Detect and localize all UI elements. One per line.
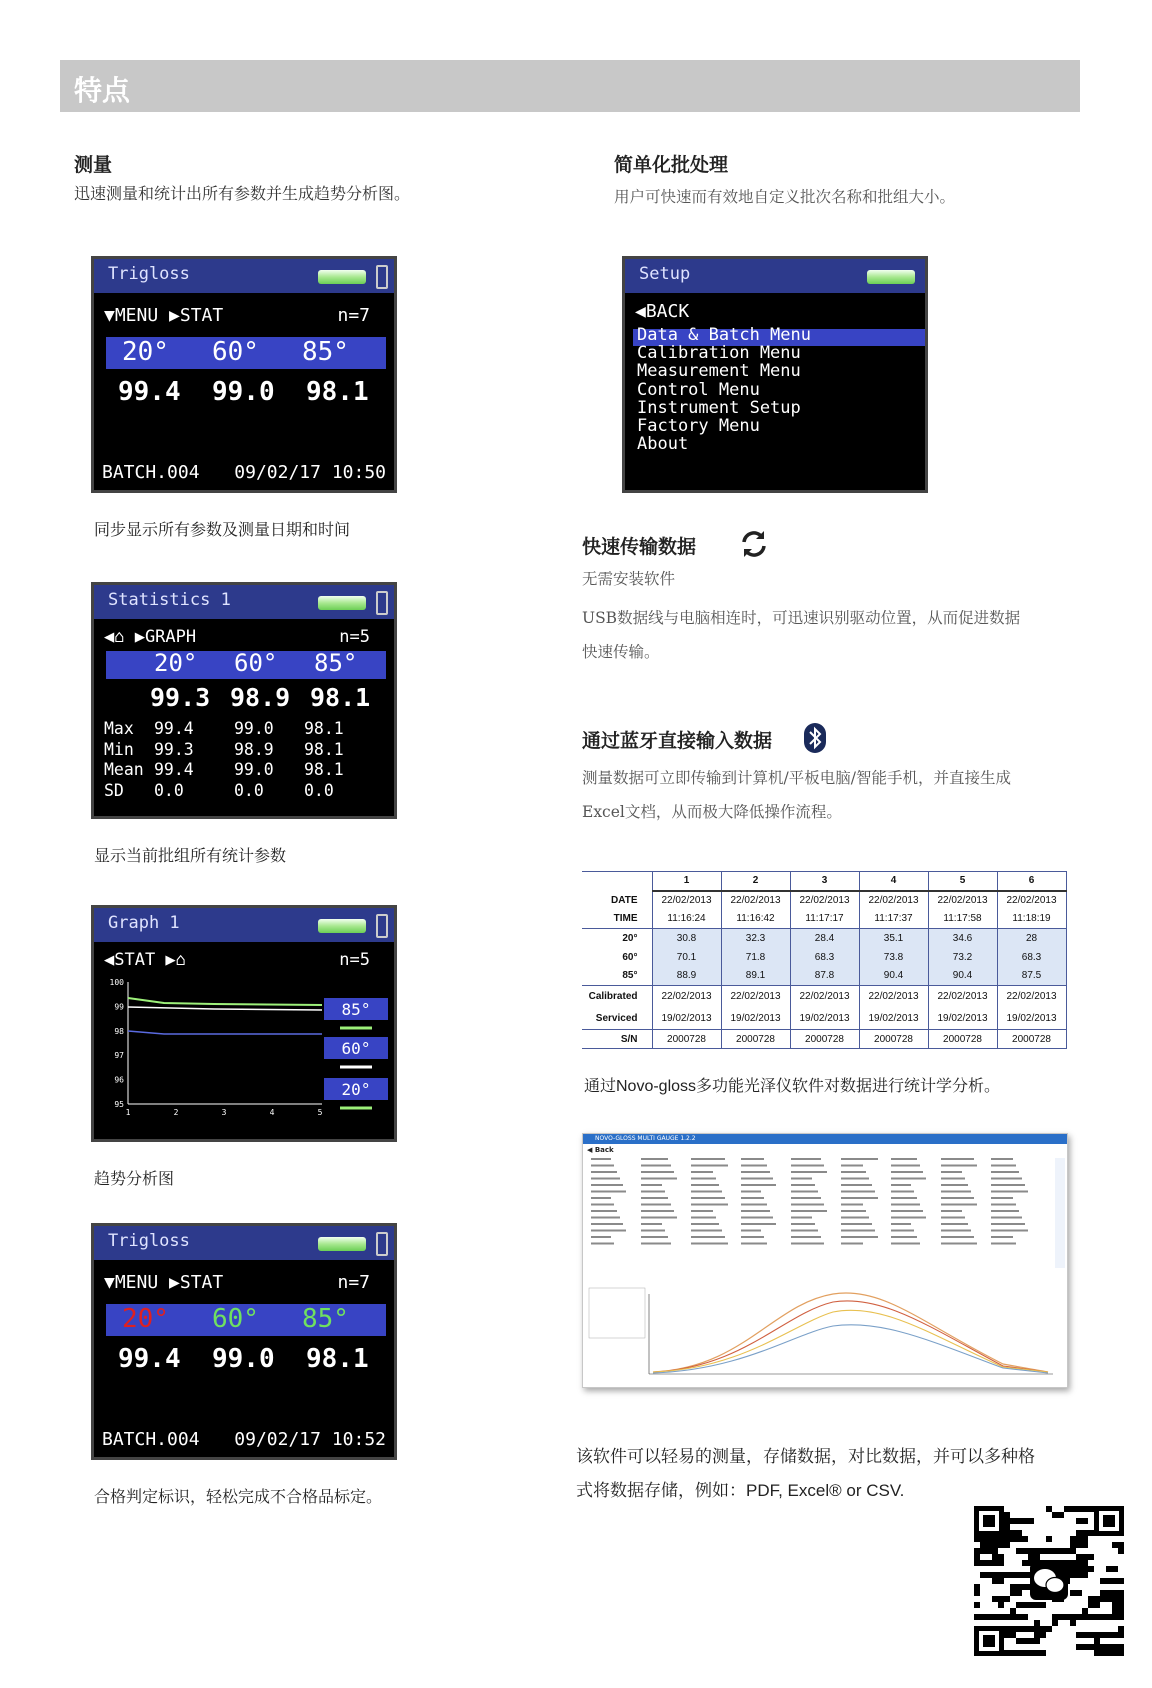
stat-row (94, 719, 397, 740)
screen3-caption: 趋势分析图 (94, 1169, 175, 1188)
table-cell: 90.4 (859, 967, 928, 986)
screen-title: Trigloss (108, 1231, 190, 1251)
table-cell: 22/02/2013 (997, 986, 1066, 1008)
section-title: 特点 (74, 74, 131, 107)
trigloss-screen-1 (91, 256, 397, 493)
y-tick-label: 98 (114, 1026, 124, 1036)
table-cell: 34.6 (928, 929, 997, 948)
stat-value: 0.0 (154, 780, 184, 800)
setup-menu-item[interactable]: Data & Batch Menu (637, 325, 811, 345)
table-cell: 22/02/2013 (790, 986, 859, 1008)
wechat-qr-code[interactable] (972, 1504, 1126, 1658)
transfer-title: 快速传输数据 (582, 536, 697, 558)
novo-caption: 通过Novo-gloss多功能光泽仪软件对数据进行统计学分析。 (584, 1078, 1001, 1095)
screen-nav: ▼MENU ▶STAT (104, 305, 224, 326)
x-tick-label: 3 (221, 1108, 227, 1117)
stat-value: 99.4 (154, 719, 194, 738)
table-row-label: Calibrated (582, 986, 652, 1008)
transfer-sub: 无需安装软件 (582, 570, 676, 588)
table-cell: 19/02/2013 (790, 1008, 859, 1030)
data-table (582, 871, 1067, 1049)
table-cell: 11:17:17 (790, 910, 859, 929)
table-cell: 22/02/2013 (652, 986, 721, 1008)
trigloss-screen-2 (91, 1223, 397, 1460)
battery-icon (318, 919, 366, 933)
bottom-line-2: 式将数据存储，例如：PDF, Excel® or CSV. (576, 1481, 905, 1500)
battery-icon (318, 596, 366, 610)
value-60: 99.0 (212, 1344, 275, 1374)
value-60: 99.0 (212, 377, 275, 407)
stat-rows (94, 719, 397, 801)
table-cell: 22/02/2013 (652, 891, 721, 910)
table-cell: 2000728 (997, 1030, 1066, 1049)
bluetooth-title: 通过蓝牙直接输入数据 (582, 730, 773, 752)
software-titlebar: NOVO-GLOSS MULTI GAUGE 1.2.2 (583, 1134, 1067, 1144)
bluetooth-icon (803, 722, 827, 754)
table-cell: 2000728 (721, 1030, 790, 1049)
table-row (582, 1030, 1066, 1049)
transfer-desc-1: USB数据线与电脑相连时，可迅速识别驱动位置，从而促进数据 (582, 609, 1021, 627)
battery-icon (867, 270, 915, 284)
bluetooth-desc-2: Excel文档，从而极大降低操作流程。 (582, 803, 842, 821)
table-cell: 87.8 (790, 967, 859, 986)
table-cell: 2000728 (928, 1030, 997, 1049)
batch-name: BATCH.004 (102, 462, 200, 483)
stat-value: 0.0 (304, 780, 334, 800)
table-col-header: 3 (790, 872, 859, 891)
measure-desc: 迅速测量和统计出所有参数并生成趋势分析图。 (74, 184, 411, 203)
value-20: 99.3 (150, 683, 211, 712)
table-cell: 22/02/2013 (790, 891, 859, 910)
angle-60-pass: 60° (212, 1304, 259, 1334)
y-tick-label: 95 (114, 1100, 124, 1109)
table-row (582, 929, 1066, 948)
software-sidebar (1055, 1158, 1065, 1268)
table-cell: 11:17:58 (928, 910, 997, 929)
screen-title-bar (625, 259, 925, 293)
table-cell: 90.4 (928, 967, 997, 986)
software-back-label: Back (594, 1146, 614, 1154)
screen-title-bar (94, 1226, 394, 1260)
screen-title-bar (94, 259, 394, 293)
table-cell: 19/02/2013 (859, 1008, 928, 1030)
angle-60: 60° (212, 337, 259, 367)
table-cell: 22/02/2013 (859, 986, 928, 1008)
value-20: 99.4 (118, 1344, 181, 1374)
table-cell: 32.3 (721, 929, 790, 948)
setup-menu (637, 326, 811, 453)
table-cell: 28 (997, 929, 1066, 948)
bottom-line-1: 该软件可以轻易的测量，存储数据，对比数据，并可以多种格 (576, 1447, 1035, 1466)
stat-value: 99.4 (154, 760, 194, 779)
table-cell: 73.2 (928, 948, 997, 967)
software-body (583, 1154, 1068, 1388)
datetime: 09/02/17 10:52 (234, 1429, 386, 1450)
screen1-caption: 同步显示所有参数及测量日期和时间 (94, 520, 351, 539)
table-cell: 22/02/2013 (997, 891, 1066, 910)
sync-icon (738, 528, 770, 560)
stat-value: 99.3 (154, 739, 194, 759)
screen-nav: ◀⌂ ▶GRAPH (104, 627, 197, 647)
setup-menu-item[interactable]: Instrument Setup (637, 397, 801, 418)
angle-85: 85° (314, 649, 358, 677)
table-row (582, 967, 1066, 986)
sample-count: n=5 (339, 950, 370, 970)
stat-label: SD (104, 780, 124, 800)
stat-label: Max (104, 719, 134, 738)
software-legend (589, 1288, 645, 1338)
screen4-caption: 合格判定标识，轻松完成不合格品标定。 (94, 1487, 383, 1506)
stat-row (94, 781, 397, 802)
stat-row (94, 740, 397, 761)
table-row-label: 85° (582, 967, 652, 986)
transfer-desc-2: 快速传输。 (582, 643, 660, 661)
table-cell: 11:18:19 (997, 910, 1066, 929)
stat-value: 98.1 (304, 739, 344, 759)
value-20: 99.4 (118, 377, 181, 407)
y-tick-label: 97 (114, 1051, 124, 1061)
table-cell: 28.4 (790, 929, 859, 948)
legend-60: 60° (341, 1039, 371, 1058)
series-85-line (128, 998, 322, 1005)
table-cell: 22/02/2013 (721, 986, 790, 1008)
table-row (582, 948, 1066, 967)
x-tick-label: 1 (125, 1108, 131, 1117)
sample-count: n=5 (339, 627, 370, 647)
setup-screen (622, 256, 928, 493)
usb-icon (376, 1232, 388, 1256)
curve-4 (653, 1325, 1048, 1373)
software-back[interactable]: ◀ Back (587, 1146, 614, 1154)
table-row (582, 910, 1066, 929)
screen-title: Statistics 1 (108, 590, 231, 610)
setup-menu-item[interactable]: Calibration Menu (637, 343, 801, 364)
stat-value: 0.0 (234, 780, 264, 800)
legend-20: 20° (341, 1080, 371, 1099)
table-cell: 11:16:24 (652, 910, 721, 929)
table-row-label: TIME (582, 910, 652, 929)
batch-title: 简单化批处理 (614, 154, 729, 176)
y-tick-label: 99 (114, 1002, 124, 1012)
y-ticks (110, 978, 125, 1109)
angle-20: 20° (154, 649, 198, 677)
battery-icon (318, 270, 366, 284)
table-row-label: DATE (582, 891, 652, 910)
table-cell: 2000728 (790, 1030, 859, 1049)
stat-label: Mean (104, 760, 144, 779)
software-grid (591, 1158, 1028, 1332)
setup-menu-item[interactable]: About (637, 434, 689, 455)
table-cell: 30.8 (652, 929, 721, 948)
software-screenshot (582, 1133, 1068, 1388)
table-row-label: 20° (582, 929, 652, 948)
value-60: 98.9 (230, 683, 291, 712)
x-tick-label: 5 (317, 1108, 323, 1117)
table-cell: 68.3 (997, 948, 1066, 967)
screen-nav: ◀STAT ▶⌂ (104, 950, 186, 970)
table-col-header: 6 (997, 872, 1066, 891)
setup-menu-item[interactable]: Control Menu (637, 379, 760, 400)
batch-desc: 用户可快速而有效地自定义批次名称和批组大小。 (614, 188, 956, 206)
curve-2 (653, 1301, 1048, 1372)
screen2-caption: 显示当前批组所有统计参数 (94, 846, 287, 865)
bluetooth-desc-1: 测量数据可立即传输到计算机/平板电脑/智能手机，并直接生成 (582, 769, 1011, 787)
datetime: 09/02/17 10:50 (234, 462, 386, 483)
table-cell: 2000728 (652, 1030, 721, 1049)
x-ticks (126, 1108, 323, 1117)
usb-icon (376, 591, 388, 615)
stat-value: 99.0 (234, 760, 274, 779)
screen-title: Trigloss (108, 264, 190, 284)
table-cell: 73.8 (859, 948, 928, 967)
table-cell: 11:16:42 (721, 910, 790, 929)
graph-screen (91, 905, 397, 1142)
x-tick-label: 4 (269, 1108, 275, 1117)
angle-20: 20° (122, 337, 169, 367)
section-header (60, 60, 1080, 112)
trend-graph (94, 974, 397, 1142)
data-table-wrap (582, 871, 1070, 1049)
x-tick-label: 2 (173, 1108, 179, 1117)
table-cell: 68.3 (790, 948, 859, 967)
stat-row (94, 760, 397, 781)
table-corner (582, 872, 652, 891)
series-20-line (128, 1031, 322, 1034)
measure-title: 测量 (74, 154, 113, 176)
table-cell: 22/02/2013 (721, 891, 790, 910)
table-row (582, 1008, 1066, 1030)
usb-icon (376, 265, 388, 289)
table-cell: 19/02/2013 (721, 1008, 790, 1030)
table-cell: 19/02/2013 (928, 1008, 997, 1030)
screen-title: Graph 1 (108, 913, 180, 933)
angle-20-fail: 20° (122, 1304, 169, 1334)
stat-value: 98.9 (234, 739, 274, 759)
legend-85: 85° (341, 1000, 371, 1019)
table-cell: 2000728 (859, 1030, 928, 1049)
table-cell: 35.1 (859, 929, 928, 948)
table-cell: 89.1 (721, 967, 790, 986)
screen-title-bar (94, 908, 394, 942)
table-cell: 22/02/2013 (928, 986, 997, 1008)
angle-85: 85° (302, 337, 349, 367)
angle-60: 60° (234, 649, 278, 677)
screen-nav: ▼MENU ▶STAT (104, 1272, 224, 1293)
value-85: 98.1 (310, 683, 371, 712)
battery-icon (318, 1237, 366, 1251)
y-tick-label: 100 (109, 978, 124, 987)
sample-count: n=7 (337, 1272, 370, 1293)
screen-title-bar (94, 585, 394, 619)
table-row (582, 891, 1066, 910)
stat-label: Min (104, 739, 134, 759)
screen-title: Setup (639, 264, 691, 284)
batch-name: BATCH.004 (102, 1429, 200, 1450)
table-cell: 87.5 (997, 967, 1066, 986)
table-row-label: 60° (582, 948, 652, 967)
series-60-line (128, 1007, 322, 1010)
usb-icon (376, 914, 388, 938)
setup-menu-item[interactable]: Factory Menu (637, 416, 760, 437)
table-cell: 71.8 (721, 948, 790, 967)
back-item[interactable]: ◀BACK (635, 301, 690, 322)
value-85: 98.1 (306, 1344, 369, 1374)
table-cell: 70.1 (652, 948, 721, 967)
setup-menu-item[interactable]: Measurement Menu (637, 361, 801, 382)
stat-value: 99.0 (234, 719, 274, 738)
table-col-header: 1 (652, 872, 721, 891)
table-cell: 11:17:37 (859, 910, 928, 929)
table-row-label: S/N (582, 1030, 652, 1049)
table-cell: 22/02/2013 (859, 891, 928, 910)
table-col-header: 2 (721, 872, 790, 891)
value-85: 98.1 (306, 377, 369, 407)
table-cell: 19/02/2013 (652, 1008, 721, 1030)
statistics-screen (91, 582, 397, 819)
angle-85-pass: 85° (302, 1304, 349, 1334)
table-cell: 19/02/2013 (997, 1008, 1066, 1030)
table-cell: 22/02/2013 (928, 891, 997, 910)
table-col-header: 4 (859, 872, 928, 891)
stat-value: 98.1 (304, 719, 344, 738)
table-cell: 88.9 (652, 967, 721, 986)
y-tick-label: 96 (114, 1075, 124, 1085)
table-row (582, 986, 1066, 1008)
stat-value: 98.1 (304, 760, 344, 779)
sample-count: n=7 (337, 305, 370, 326)
table-row-label: Serviced (582, 1008, 652, 1030)
table-col-header: 5 (928, 872, 997, 891)
